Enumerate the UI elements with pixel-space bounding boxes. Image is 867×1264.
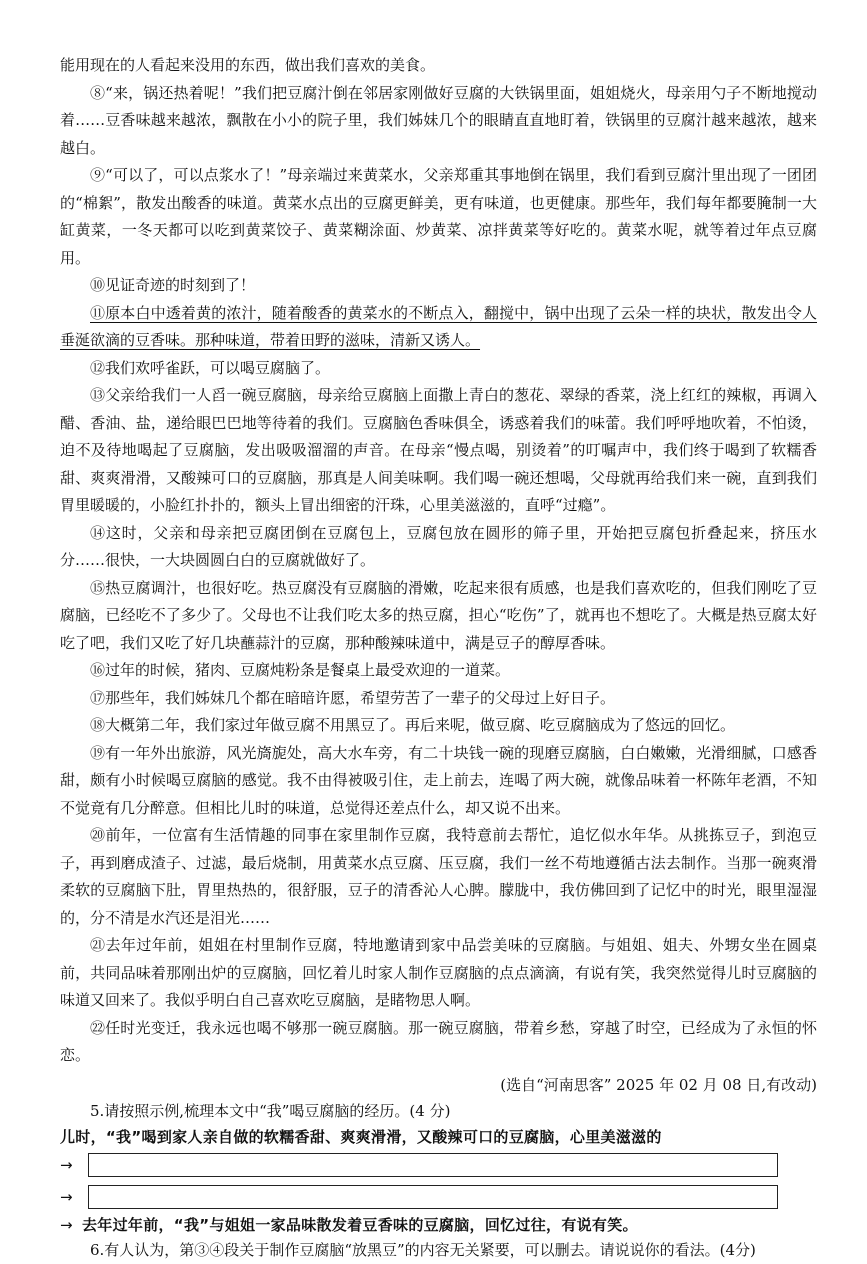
example-last-row xyxy=(60,1213,817,1237)
question-6 xyxy=(60,1237,817,1264)
example-first-experience: 儿时，“我”喝到家人亲自做的软糯香甜、爽爽滑滑，又酸辣可口的豆腐脑，心里美滋滋的 xyxy=(60,1127,662,1146)
paragraph-19: ⑲有一年外出旅游，风光旖旎处，高大水车旁，有二十块钱一碗的现磨豆腐脑，白白嫩嫩，光滑细腻，口感香甜，颇有小时候喝豆腐脑的感觉。我不由得被吸引住，走上前去，连喝了两大碗，就像品味着一杯陈年老酒，不知不觉竟有几分醉意。但相比儿时的味道，总觉得还差点什么，却又说不出来。 xyxy=(60,743,817,817)
paragraph-21: ㉑去年过年前，姐姐在村里制作豆腐，特地邀请到家中品尝美味的豆腐脑。与姐姐、姐夫、外甥女坐在圆桌前，共同品味着那刚出炉的豆腐脑，回忆着儿时家人制作豆腐脑的点点滴滴，有说有笑，我突然觉得儿时豆腐脑的味道又回来了。我似乎明白自己喜欢吃豆腐脑，是睹物思人啊。 xyxy=(60,936,817,1009)
answer-box-2[interactable] xyxy=(88,1185,778,1209)
question-5 xyxy=(60,1098,817,1237)
paragraph-18: ⑱大概第二年，我们家过年做豆腐不用黑豆了。再后来呢，做豆腐、吃豆腐脑成为了悠远的回忆。 xyxy=(90,716,736,734)
paragraph-22: ㉒任时光变迁，我永远也喝不够那一碗豆腐脑。那一碗豆腐脑，带着乡愁，穿越了时空，已经成为了永恒的怀恋。 xyxy=(60,1018,817,1064)
paragraph-13: ⑬父亲给我们一人舀一碗豆腐脑，母亲给豆腐脑上面撒上青白的葱花、翠绿的香菜，浇上红红的辣椒，再调入醋、香油、盐，递给眼巴巴地等待着的我们。豆腐脑色香味俱全，诱惑着我们的味蕾。我们呼呼地吹着，不怕烫，迫不及待地喝起了豆腐脑，发出吸吸溜溜的声音。在母亲“慢点喝，别烫着”的叮嘱声中，我们终于喝到了软糯香甜、爽爽滑滑，又酸辣可口的豆腐脑，那真是人间美味啊。我们喝一碗还想喝，父母就再给我们来一碗，直到我们胃里暖暖的，小脸红扑扑的，额头上冒出细密的汗珠，心里美滋滋的，直呼“过瘾”。 xyxy=(60,386,817,514)
arrow-right-icon: → xyxy=(60,1187,73,1206)
article-source: (选自“河南思客” 2025 年 02 月 08 日,有改动) xyxy=(500,1075,817,1094)
paragraph-11-underlined xyxy=(60,300,817,355)
paragraph-15: ⑮热豆腐调汁，也很好吃。热豆腐没有豆腐脑的滑嫩，吃起来很有质感，也是我们喜欢吃的，但我们刚吃了豆腐脑，已经吃不了多少了。父母也不让我们吃太多的热豆腐，担心“吃伤”了，就再也不想吃了。大概是热豆腐太好吃了吧，我们又吃了好几块蘸蒜汁的豆腐，那种酸辣味道中，满是豆子的醇厚香味。 xyxy=(60,578,817,652)
answer-row-2 xyxy=(60,1181,817,1213)
paragraph-12: ⑫我们欢呼雀跃，可以喝豆腐脑了。 xyxy=(90,358,331,377)
paragraph-17: ⑰那些年，我们姊妹几个都在暗暗许愿，希望劳苦了一辈子的父母过上好日子。 xyxy=(90,688,616,707)
arrow-right-icon: → xyxy=(60,1155,73,1174)
answer-box-1[interactable] xyxy=(88,1153,778,1177)
paragraph-20: ⑳前年，一位富有生活情趣的同事在家里制作豆腐，我特意前去帮忙，追忆似水年华。从挑拣豆子，到泡豆子，再到磨成渣子、过滤，最后烧制，用黄菜水点豆腐、压豆腐，我们一丝不苟地遵循古法去制作。当那一碗爽滑柔软的豆腐脑下肚，胃里热热的，很舒服，豆子的清香沁人心脾。朦胧中，我仿佛回到了记忆中的时光，眼里湿湿的，分不清是水汽还是泪光…… xyxy=(60,826,817,927)
reading-passage xyxy=(60,52,817,1098)
question-6-prompt: 6.有人认为，第③④段关于制作豆腐脑“放黑豆”的内容无关紧要，可以删去。请说说你的看法。(4分) xyxy=(90,1240,756,1259)
underlined-sentence: ⑪原本白中透着黄的浓汁，随着酸香的黄菜水的不断点入，翻搅中，锅中出现了云朵一样的块状，散发出令人垂涎欲滴的豆香味。那种味道，带着田野的滋味，清新又诱人。 xyxy=(60,303,817,349)
paragraph-9: ⑨“可以了，可以点浆水了！”母亲端过来黄菜水，父亲郑重其事地倒在锅里，我们看到豆腐汁里出现了一团团的“棉絮”，散发出酸香的味道。黄菜水点出的豆腐更鲜美，更有味道，也更健康。那些年，我们每年都要腌制一大缸黄菜，一冬天都可以吃到黄菜饺子、黄菜糊涂面、炒黄菜、凉拌黄菜等好吃的。黄菜水呢，就等着过年点豆腐用。 xyxy=(60,166,817,267)
paragraph-14: ⑭这时，父亲和母亲把豆腐团倒在豆腐包上，豆腐包放在圆形的筛子里，开始把豆腐包折叠起来，挤压水分……很快，一大块圆圆白白的豆腐就做好了。 xyxy=(60,523,817,569)
paragraph-10: ⑩见证奇迹的时刻到了！ xyxy=(90,276,256,294)
paragraph-8: ⑧“来，锅还热着呢！”我们把豆腐汁倒在邻居家刚做好豆腐的大铁锅里面，姐姐烧火，母亲用勺子不断地搅动着……豆香味越来越浓，飘散在小小的院子里，我们姊妹几个的眼睛直直地盯着，铁锅里的豆腐汁越来越浓，越来越白。 xyxy=(60,83,817,157)
paragraph-intro: 能用现在的人看起来没用的东西，做出我们喜欢的美食。 xyxy=(60,56,436,74)
paragraph-16: ⑯过年的时候，猪肉、豆腐炖粉条是餐桌上最受欢迎的一道菜。 xyxy=(90,661,511,679)
answer-row-1 xyxy=(60,1149,817,1181)
example-last-experience: 去年过年前，“我”与姐姐一家品味散发着豆香味的豆腐脑，回忆过往，有说有笑。 xyxy=(82,1215,638,1234)
question-5-prompt: 5.请按照示例,梳理本文中“我”喝豆腐脑的经历。(4 分) xyxy=(90,1101,451,1120)
arrow-right-icon: → xyxy=(60,1215,73,1234)
